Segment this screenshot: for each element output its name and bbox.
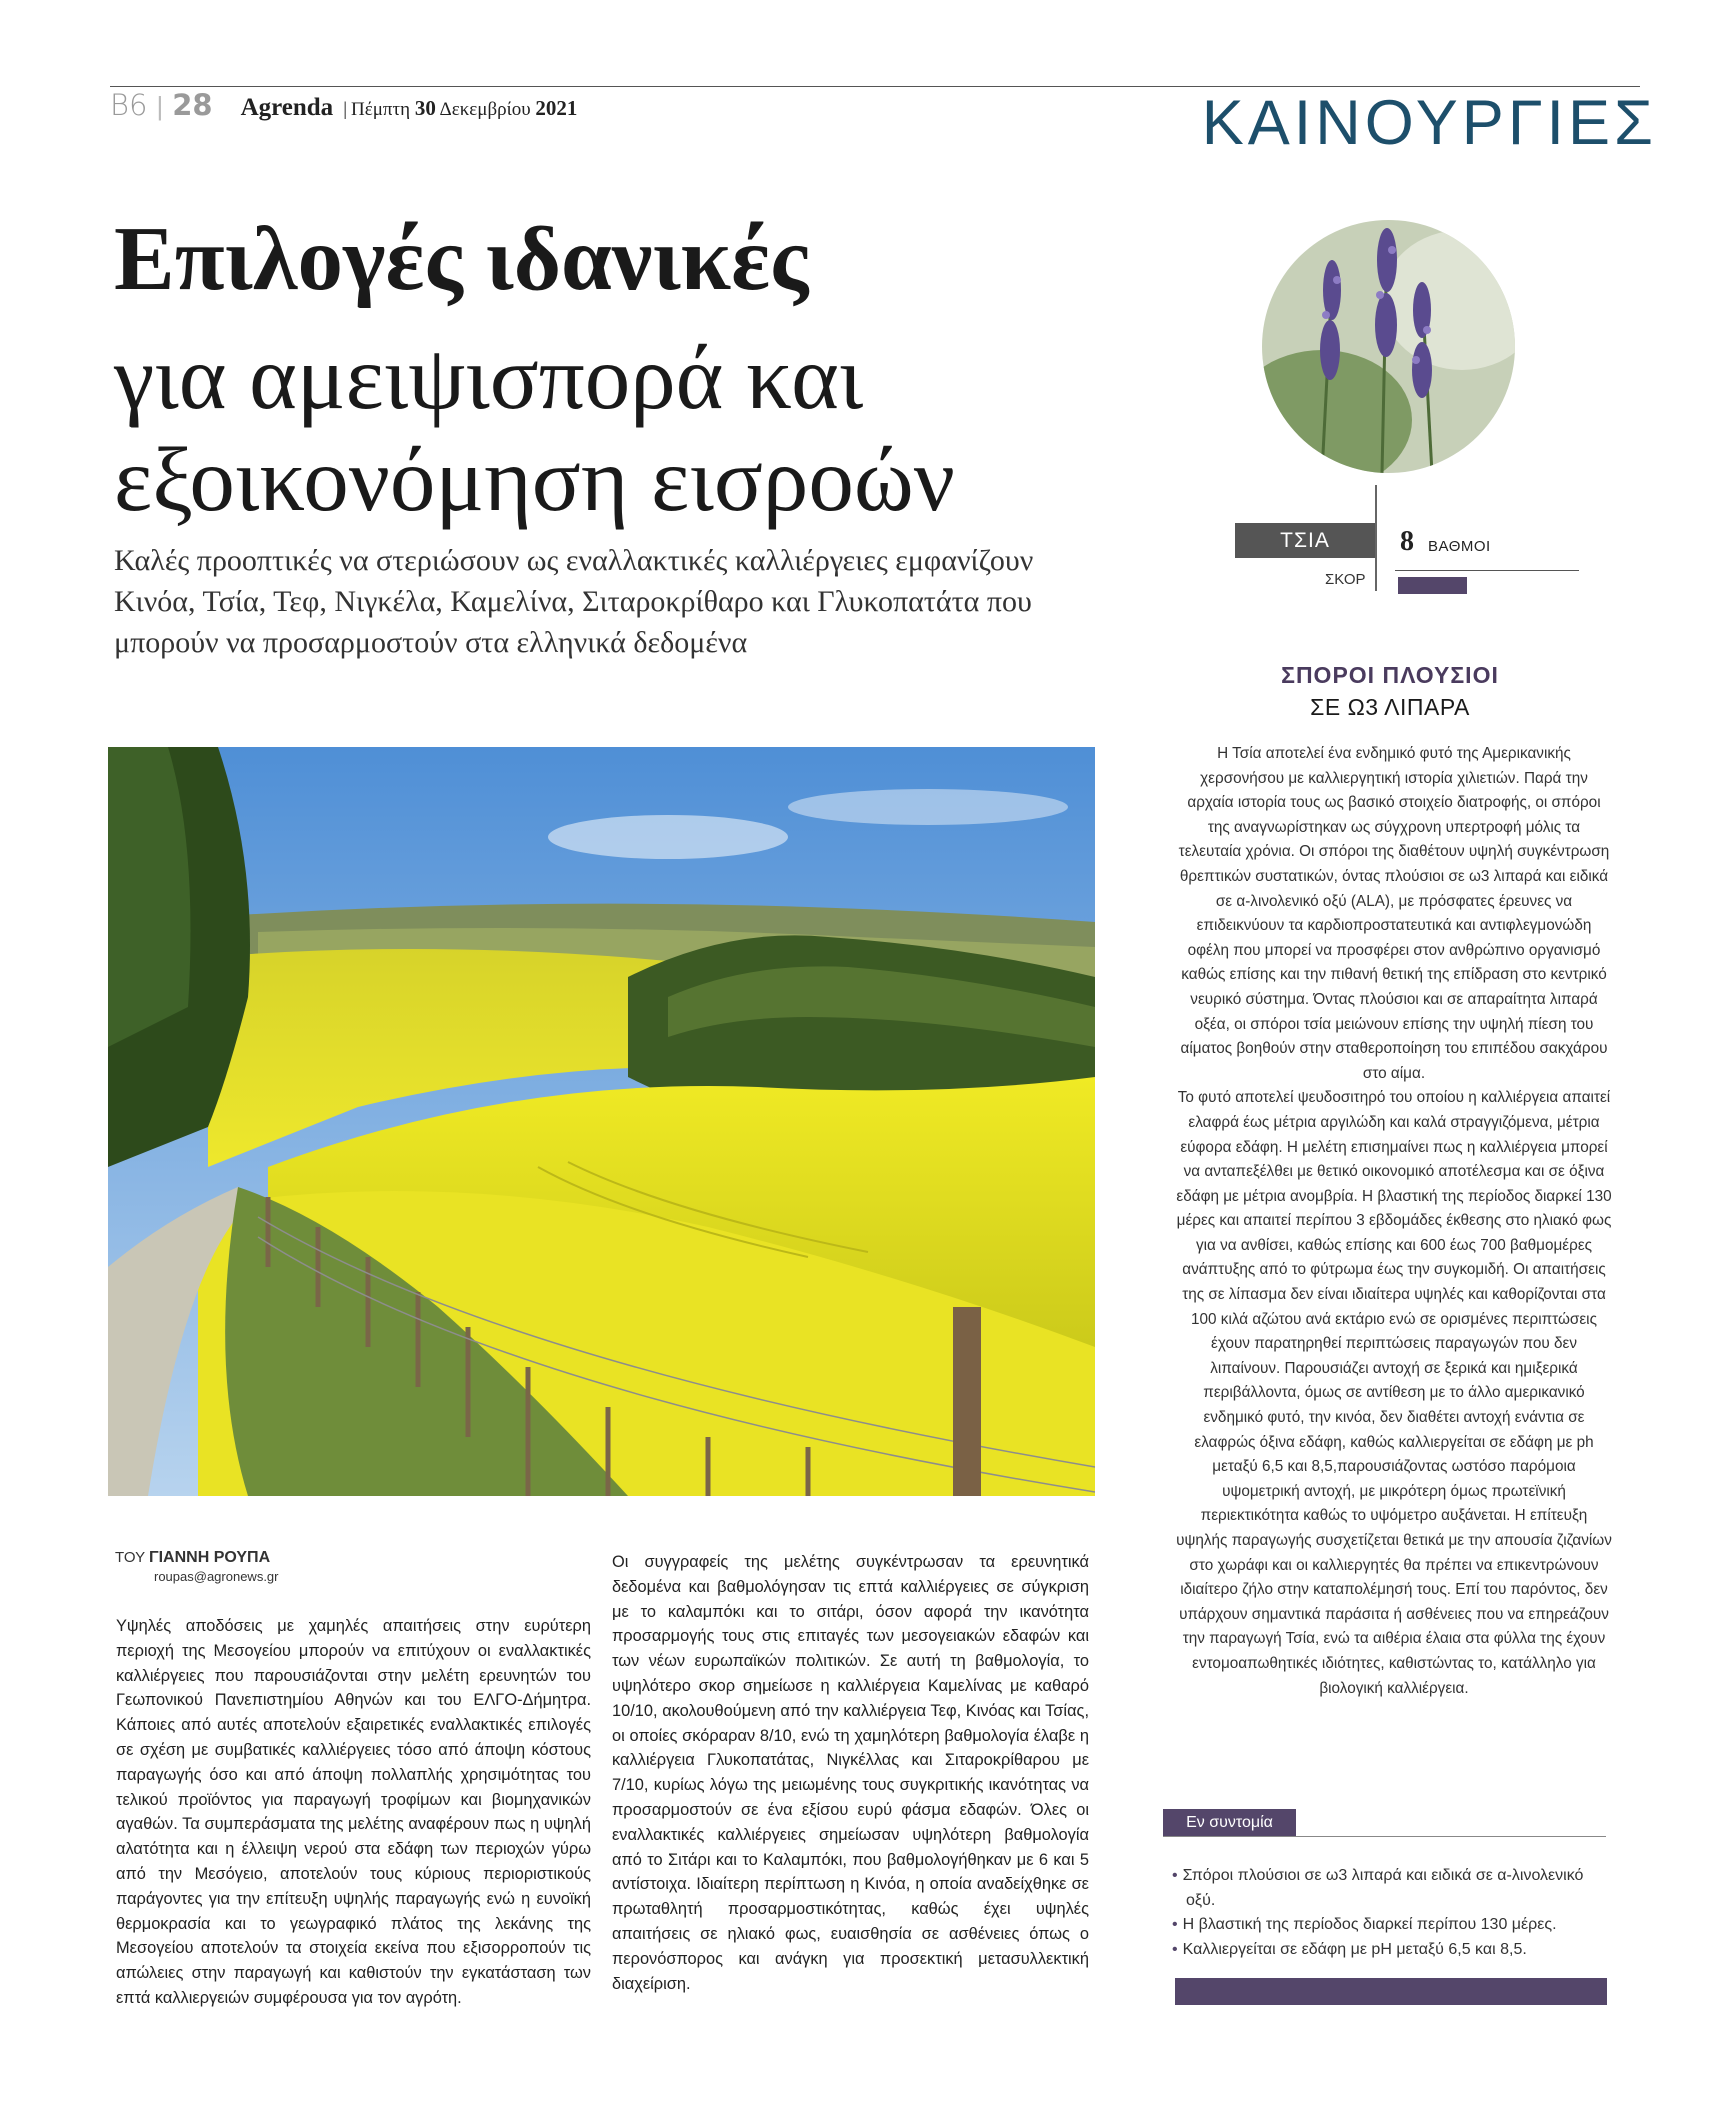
brief-item: • Καλλιεργείται σε εδάφη με pH μεταξύ 6,5 και 8,5. [1170,1938,1610,1963]
score-bar [1398,577,1467,594]
brief-item: • Σπόροι πλούσιοι σε ω3 λιπαρά και ειδικά σε α-λινολενικό οξύ. [1170,1864,1610,1913]
sidebar-body [1176,742,1612,1701]
header-rule [110,86,1640,87]
brief-item: • Η βλαστική της περίοδος διαρκεί περίπου 130 μέρες. [1170,1913,1610,1938]
sidebar-heading-light: ΣΕ Ω3 ΛΙΠΑΡΑ [1310,694,1470,720]
body-column-1: Υψηλές αποδόσεις με χαμηλές απαιτήσεις στην ευρύτερη περιοχή της Μεσογείου μπορούν να επιτύχουν οι εναλλακτικές καλλιέργειες που παρουσιάζονται στην μελέτη ερευνητών του Γεωπονικού Πανεπιστημίου Αθηνών και του ΕΛΓΟ-Δήμητρα. Κάποιες από αυτές αποτελούν εξαιρετικές εναλλακτικές επιλογές σε σχέση με συμβατικές καλλιέργειες τόσο από άποψη κόστους παραγωγής όσο και από άποψη πολλαπλής χρησιμότητας του τελικού προϊόντος για παραγωγή τροφίμων και βιομηχανικών αγαθών. Τα συμπεράσματα της μελέτης αναφέρουν πως η υψηλή αλατότητα και η έλλειψη νερού στα εδάφη των περιοχών γύρω από την Μεσόγειο, αποτελούν τους κύριους περιοριστικούς παράγοντες για την επίτευξη υψηλής παραγωγής ενώ η ευνοϊκή θερμοκρασία και το γεωγραφικό πλάτος της λεκάνης της Μεσογείου αποτελούν τα στοιχεία εκείνα που εξισορροπούν τις απώλειες στην παραγωγή και καθιστούν την εγκατάσταση των επτά καλλιεργειών συμφέρουσα για τον αγρότη. [116,1617,591,2007]
headline-bold: Επιλογές ιδανικές [114,208,809,309]
brief-list [1170,1864,1610,1962]
byline-email: roupas@agronews.gr [154,1569,279,1584]
byline: ΤΟΥ ΓΙΑΝΝΗ ΡΟΥΠΑ [115,1549,271,1566]
chia-flower-photo [1262,220,1515,473]
score-value: 8 [1400,526,1414,557]
brief-rule [1163,1836,1606,1837]
sidebar-paragraph-1: Η Τσία αποτελεί ένα ενδημικό φυτό της Αμερικανικής χερσονήσου με καλλιεργητική ιστορία χιλιετιών. Παρά την αρχαία ιστορία τους ως βασικό στοιχείο διατροφής, οι σπόροι της αναγνωρίστηκαν ως σύγχρονη υπερτροφή μόλις τα τελευταία χρόνια. Οι σπόροι της διαθέτουν υψηλή συγκέντρωση θρεπτικών συστατικών, όντας πλούσιοι σε ω3 λιπαρά και ειδικά σε α-λινολενικό οξύ (ALA), με πρόσφατες έρευνες να επιδεικνύουν τα καρδιοπροστατευτικά και αντιφλεγμονώδη οφέλη που μπορεί να προσφέρει στον ανθρώπινο οργανισμό καθώς επίσης και την πιθανή θετική της επίδραση στο κεντρικό νευρικό σύστημα. Όντας πλούσιοι και σε απαραίτητα λιπαρά οξέα, οι σπόροι τσία μειώνουν επίσης την υψηλή πίεση του αίματος βοηθούν στην σταθεροποίηση του επιπέδου σακχάρου στο αίμα. [1178,745,1610,1082]
section-title: ΚΑΙΝΟΥΡΓΙΕΣ [1201,88,1657,158]
article-deck: Καλές προοπτικές να στεριώσουν ως εναλλακτικές καλλιέργειες εμφανίζουν Κινόα, Τσία, Τεφ, Νιγκέλα, Καμελίνα, Σιταροκρίθαρο και Γλυκοπατάτα που μπορούν να προσαρμοστούν στα ελληνικά δεδομένα [114,544,1034,659]
page-section-code: B6 [110,88,148,122]
page-header [110,88,577,128]
score-rule [1395,570,1579,571]
issue-date: | Πέμπτη 30 Δεκεμβρίου 2021 [343,96,578,120]
brief-footer-bar [1175,1978,1607,2005]
score-unit: ΒΑΘΜΟΙ [1428,538,1491,555]
publication-name: Agrenda [240,94,334,121]
headline-rest: για αμειψισπορά και εξοικονόμηση εισροών [114,327,955,530]
page-number: 28 [172,88,213,122]
brief-title: Εν συντομία [1163,1809,1296,1836]
body-column-2: Οι συγγραφείς της μελέτης συγκέντρωσαν τα ερευνητικά δεδομένα και βαθμολόγησαν τις επτά καλλιέργειες σε σύγκριση με το καλαμπόκι και το σιτάρι, όσον αφορά την ικανότητα προσαρμογής τους στις επιταγές των μεσογειακών εδαφών και των νέων ευρωπαϊκών πολιτικών. Σε αυτή τη βαθμολογία, το υψηλότερο σκορ σημείωσε η καλλιέργεια Καμελίνας με καθαρό 10/10, ακολουθούμενη από την καλλιέργεια Τεφ, Κινόας και Τσίας, οι οποίες σκόραραν 8/10, ενώ τη χαμηλότερη βαθμολογία έλαβε η καλλιέργεια Γλυκοπατάτας, Νιγκέλλας και Σιταροκρίθαρου με 7/10, κυρίως λόγω της μειωμένης τους συγκριτικής ικανότητας να προσαρμοστούν σε ένα εξίσου ευρύ φάσμα εδαφών. Όλες οι εναλλακτικές καλλιέργειες σημείωσαν υψηλότερη βαθμολογία από το Σιτάρι και το Καλαμπόκι, που βαθμολογήθηκαν με 6 και 5 αντίστοιχα. Ιδιαίτερη περίπτωση η Κινόα, η οποία αναδείχθηκε σε πρωταθλητή προσαρμοστικότητας, καθώς έχει υψηλές απαιτήσεις σε ηλιακό φως, ευαισθησία σε ασθένειες όπως ο περονόσπορος και ανάγκη για προσεκτική μετασυλλεκτική διαχείριση. [612,1553,1089,1993]
sidebar-paragraph-2: Το φυτό αποτελεί ψευδοσιτηρό του οποίου η καλλιέργεια απαιτεί ελαφρά έως μέτρια αργιλώδη και καλά στραγγιζόμενα, μέτρια εύφορα εδάφη. Η μελέτη επισημαίνει πως η καλλιέργεια μπορεί να ανταπεξέλθει με θετικό οικονομικό αποτέλεσμα και σε όξινα εδάφη με μέτρια ανομβρία. Η βλαστική της περίοδος διαρκεί 130 μέρες και απαιτεί περίπου 3 εβδομάδες έκθεσης στο ηλιακό φως για να ανθίσει, καθώς επίσης και 600 έως 700 βαθμομέρες ανάπτυξης από το φύτρωμα έως την συγκομιδή. Οι απαιτήσεις της σε λίπασμα δεν είναι ιδιαίτερα υψηλές και καθορίζονται στα 100 κιλά αζώτου ανά εκτάριο ενώ σε ορισμένες περιπτώσεις έχουν παρατηρηθεί περιπτώσεις παραγωγών που δεν λιπαίνουν. Παρουσιάζει αντοχή σε ξερικά και ημιξερικά περιβάλλοντα, όμως σε αντίθεση με το άλλο αμερικανικό ενδημικό φυτό, την κινόα, δεν διαθέτει αντοχή ενάντια σε ελαφρώς όξινα εδάφη, καθώς καλλιεργείται σε εδάφη με ph μεταξύ 6,5 και 8,5,παρουσιάζοντας ωστόσο παρόμοια υψομετρική αντοχή, με μικρότερη όμως πρωτεϊνική περιεκτικότητα καθώς το υψόμετρο αυξάνεται. Η επίτευξη υψηλής παραγωγής συσχετίζεται θετικά με την απουσία ζιζανίων στο χωράφι και οι καλλιεργητές θα πρέπει να επικεντρώνουν ιδιαίτερο ζήλο στην καταπολέμησή τους. Επί του παρόντος, δεν υπάρχουν σημαντικά παράσιτα ή ασθένειες που να επηρεάζουν την παραγωγή Τσία, ενώ τα αιθέρια έλαια στα φύλλα της έχουν εντομοαπωθητικές ιδιότητες, καθιστώντας το, κατάλληλο για βιολογική καλλιέργεια. [1176,1089,1612,1697]
score-label: ΣΚΟΡ [1325,571,1366,588]
rapeseed-field-photo [108,747,1095,1496]
score-divider [1375,485,1377,591]
header-separator: | [156,91,164,121]
sidebar-heading-bold: ΣΠΟΡΟΙ ΠΛΟΥΣΙΟΙ [1281,662,1499,688]
crop-tag: ΤΣΙΑ [1235,523,1375,558]
